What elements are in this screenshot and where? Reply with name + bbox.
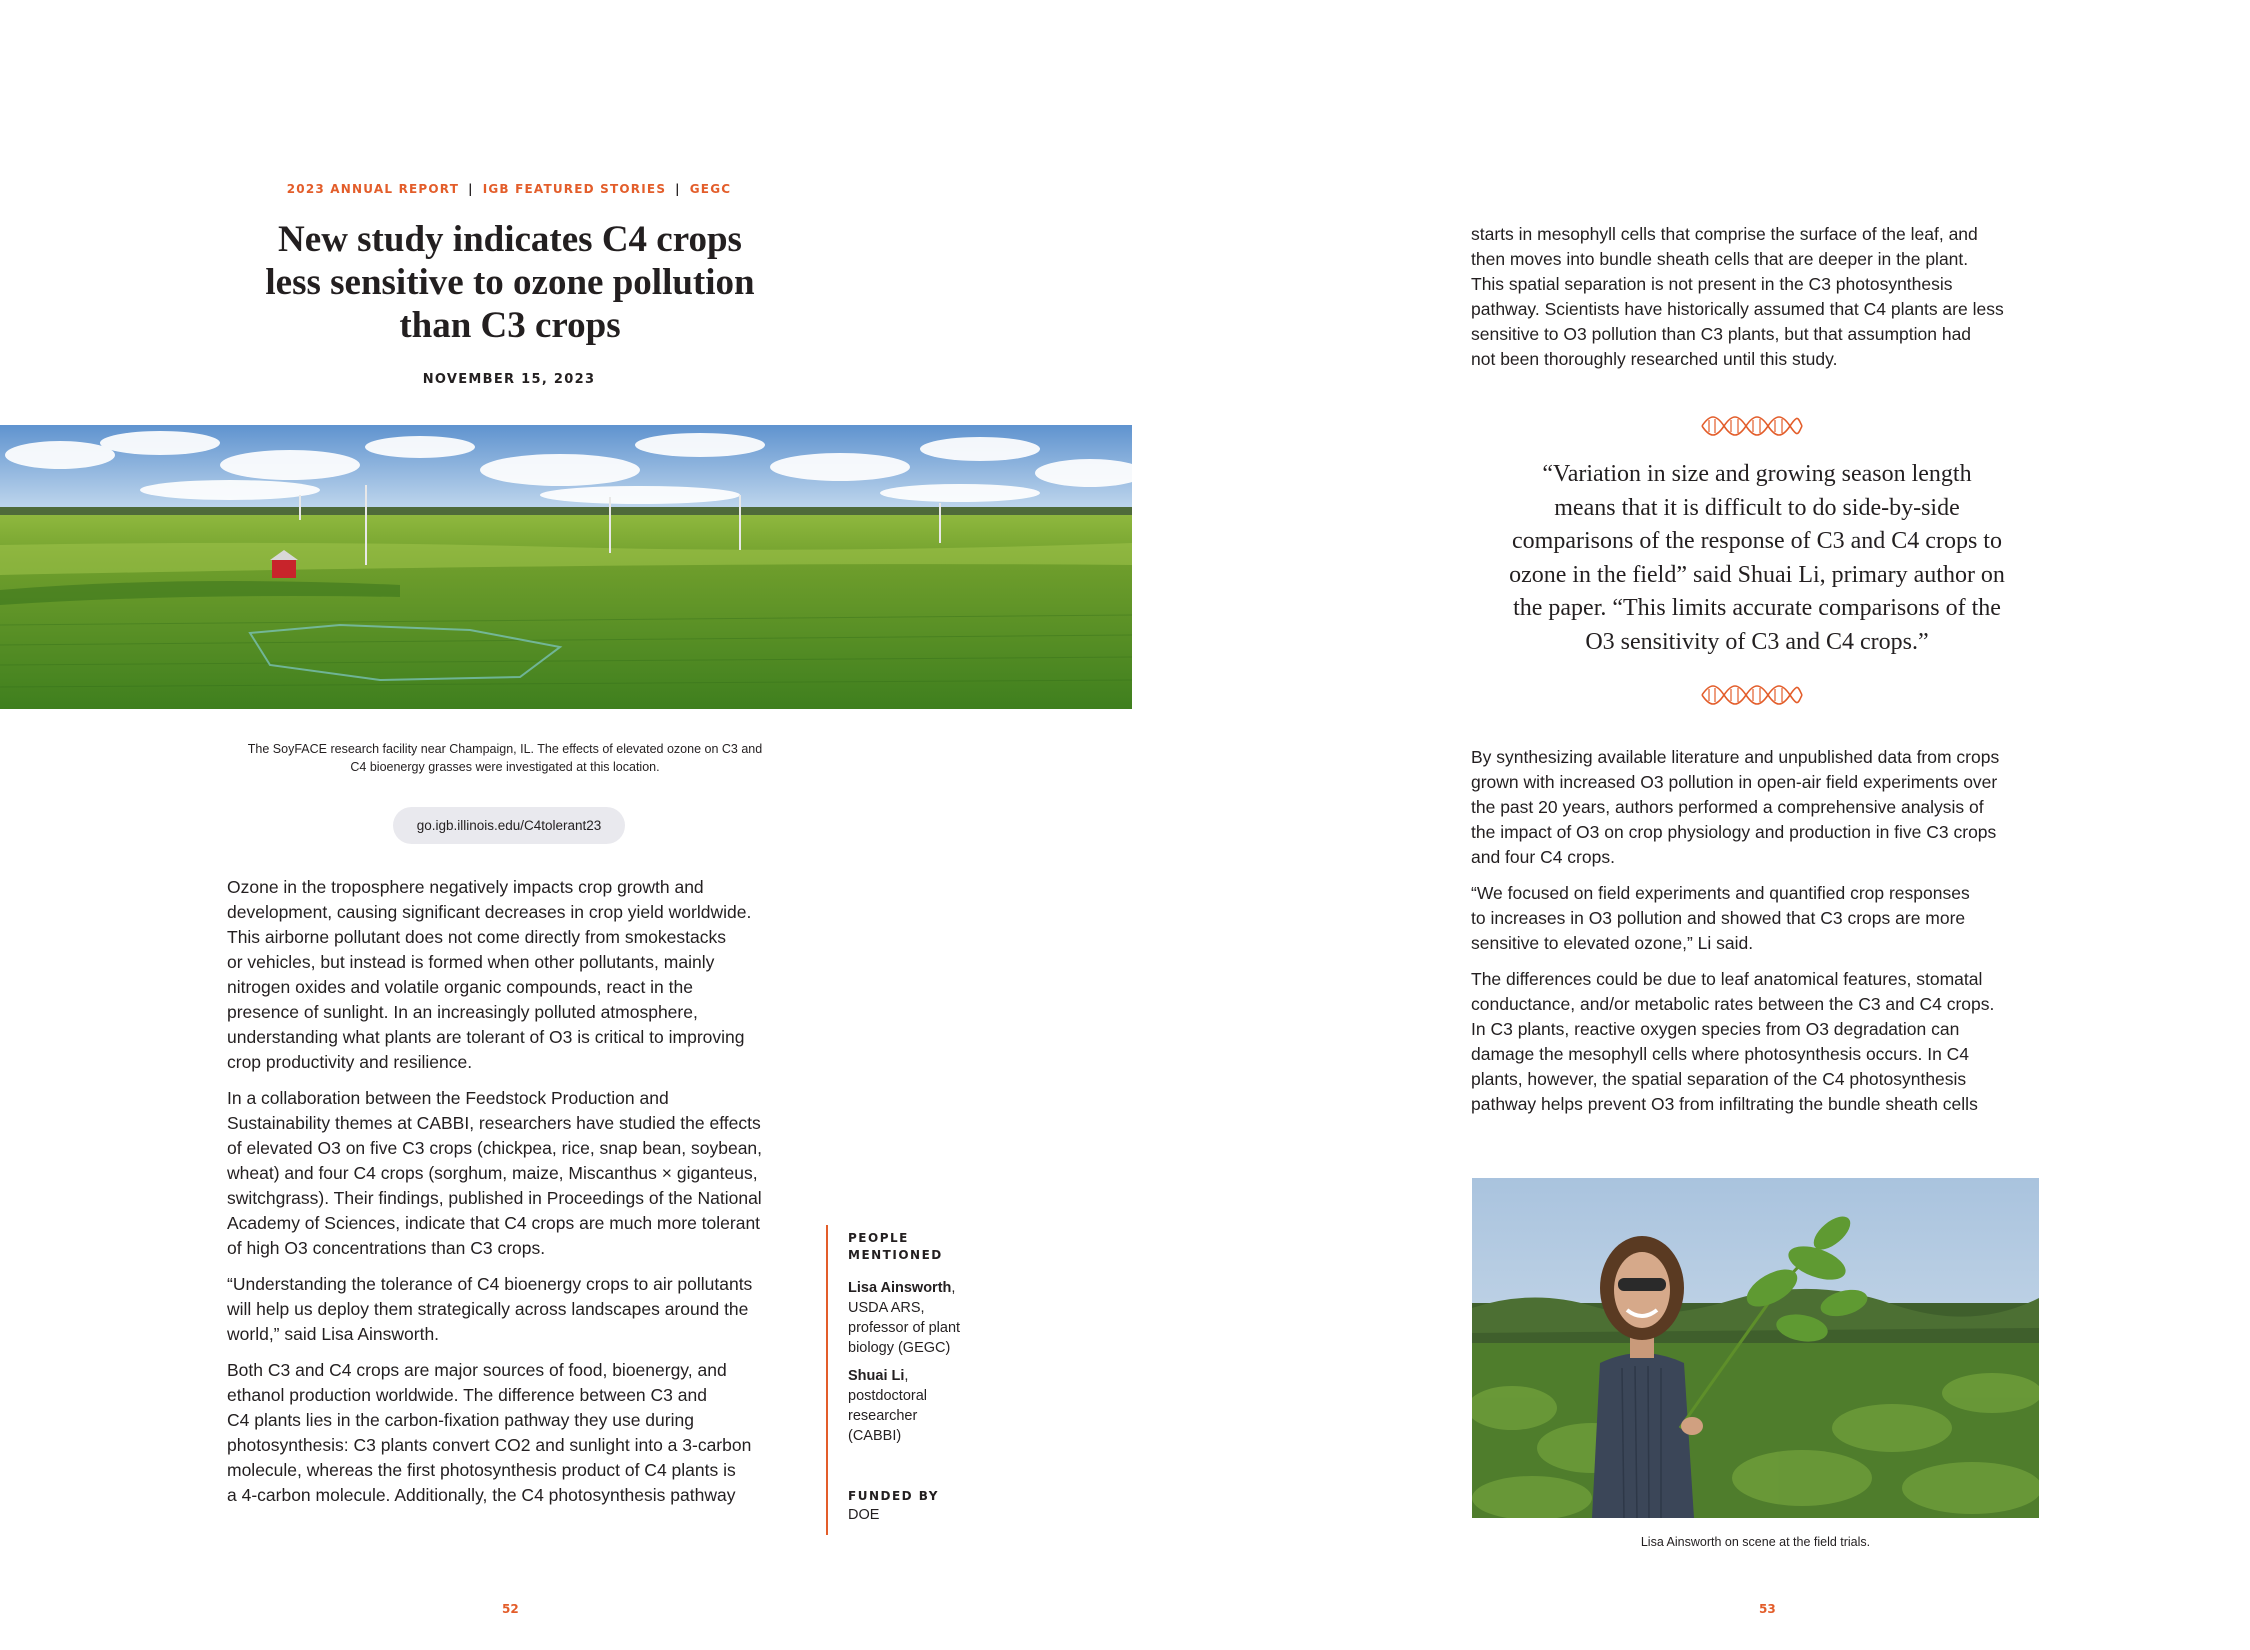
text-line: grown with increased O3 pollution in open-air field experiments over xyxy=(1471,772,1998,792)
text-line: This spatial separation is not present in the C3 photosynthesis xyxy=(1471,274,1953,294)
right-body-text xyxy=(1471,745,2051,1117)
text-line: the past 20 years, authors performed a comprehensive analysis of xyxy=(1471,797,1984,817)
dna-icon xyxy=(1700,415,1804,437)
quote-line: means that it is difficult to do side-by-side xyxy=(1554,494,1960,521)
kicker-theme[interactable]: GEGC xyxy=(689,182,732,196)
text-line: Both C3 and C4 crops are major sources of food, bioenergy, and xyxy=(227,1360,727,1380)
text-line: “We focused on field experiments and quantified crop responses xyxy=(1471,883,1970,903)
quote-line: the paper. “This limits accurate comparisons of the xyxy=(1513,595,2001,621)
person-name[interactable]: Lisa Ainsworth xyxy=(848,1280,952,1296)
photo-lisa-ainsworth xyxy=(1472,1178,2039,1518)
quote-line: “Variation in size and growing season length xyxy=(1542,461,1972,487)
text-line: plants, however, the spatial separation of the C4 photosynthesis xyxy=(1471,1069,1967,1089)
person-name[interactable]: Shuai Li xyxy=(848,1368,905,1384)
text-line: wheat) and four C4 crops (sorghum, maize, Miscanthus × giganteus, xyxy=(227,1163,758,1183)
funded-heading: FUNDED BY xyxy=(848,1489,939,1503)
text-line: This airborne pollutant does not come directly from smokestacks xyxy=(227,927,726,947)
quote-line: comparisons of the response of C3 and C4 crops to xyxy=(1512,528,2002,554)
person-detail: professor of plant xyxy=(848,1320,961,1336)
text-line: sensitive to elevated ozone,” Li said. xyxy=(1471,933,1754,953)
text-line: and four C4 crops. xyxy=(1471,847,1615,867)
text-line: starts in mesophyll cells that comprise the surface of the leaf, and xyxy=(1471,224,1978,244)
people-sidebar xyxy=(826,1225,986,1535)
text-line: then moves into bundle sheath cells that are deeper in the plant. xyxy=(1471,249,1969,269)
right-page xyxy=(1125,0,2250,1650)
text-line: switchgrass). Their findings, published in Proceedings of the National xyxy=(227,1188,762,1208)
paragraph xyxy=(1471,222,2051,372)
text-line: pathway. Scientists have historically assumed that C4 plants are less xyxy=(1471,299,2004,319)
text-line: nitrogen oxides and volatile organic compounds, react in the xyxy=(227,977,693,997)
text-line: sensitive to O3 pollution than C3 plants, but that assumption had xyxy=(1471,324,1972,344)
text-line: C4 plants lies in the carbon-fixation pathway they use during xyxy=(227,1410,694,1430)
text-line: to increases in O3 pollution and showed that C3 crops are more xyxy=(1471,908,1966,928)
person-detail: (CABBI) xyxy=(848,1428,902,1444)
person-entry: Shuai Li, postdoctoral researcher (CABBI) xyxy=(848,1368,927,1444)
text-line: Ozone in the troposphere negatively impacts crop growth and xyxy=(227,877,704,897)
right-top-text xyxy=(1471,222,2051,372)
text-line: ethanol production worldwide. The difference between C3 and xyxy=(227,1385,707,1405)
person-detail: researcher xyxy=(848,1408,918,1424)
paragraph xyxy=(227,875,807,1075)
people-heading xyxy=(848,1230,988,1264)
person-detail: biology (GEGC) xyxy=(848,1340,951,1356)
title-line: than C3 crops xyxy=(399,305,621,346)
person-detail: USDA ARS, xyxy=(848,1300,925,1316)
page-number: 53 xyxy=(1759,1602,1776,1616)
text-line: In a collaboration between the Feedstock Production and xyxy=(227,1088,669,1108)
paragraph xyxy=(1471,881,2051,956)
kicker xyxy=(0,182,1018,196)
kicker-report[interactable]: 2023 ANNUAL REPORT xyxy=(286,182,460,196)
text-line: understanding what plants are tolerant of O3 is critical to improving xyxy=(227,1027,745,1047)
quote-line: O3 sensitivity of C3 and C4 crops.” xyxy=(1585,628,1929,655)
article-title xyxy=(210,218,810,347)
article-date: NOVEMBER 15, 2023 xyxy=(422,372,596,387)
kicker-featured[interactable]: IGB FEATURED STORIES xyxy=(482,182,667,196)
text-line: The differences could be due to leaf anatomical features, stomatal xyxy=(1471,969,1983,989)
text-line: pathway helps prevent O3 from infiltrating the bundle sheath cells xyxy=(1471,1094,1978,1114)
text-line: development, causing significant decreases in crop yield worldwide. xyxy=(227,902,752,922)
text-line: of high O3 concentrations than C3 crops. xyxy=(227,1238,546,1258)
text-line: “Understanding the tolerance of C4 bioenergy crops to air pollutants xyxy=(227,1274,753,1294)
paragraph xyxy=(1471,745,2051,870)
pull-quote xyxy=(1466,458,2048,659)
paragraph xyxy=(1471,967,2051,1117)
text-line: presence of sunlight. In an increasingly polluted atmosphere, xyxy=(227,1002,698,1022)
paragraph xyxy=(227,1086,807,1261)
text-line: conductance, and/or metabolic rates between the C3 and C4 crops. xyxy=(1471,994,1995,1014)
page-number: 52 xyxy=(502,1602,519,1616)
text-line: world,” said Lisa Ainsworth. xyxy=(227,1324,440,1344)
text-line: In C3 plants, reactive oxygen species from O3 degradation can xyxy=(1471,1019,1960,1039)
text-line: crop productivity and resilience. xyxy=(227,1052,473,1072)
caption-line: C4 bioenergy grasses were investigated at this location. xyxy=(350,760,660,774)
text-line: the impact of O3 on crop physiology and production in five C3 crops xyxy=(1471,822,1997,842)
paragraph xyxy=(227,1272,807,1347)
text-line: damage the mesophyll cells where photosynthesis occurs. In C4 xyxy=(1471,1044,1970,1064)
text-line: or vehicles, but instead is formed when other pollutants, mainly xyxy=(227,952,715,972)
title-line: less sensitive to ozone pollution xyxy=(265,262,755,303)
heading-line: PEOPLE xyxy=(848,1231,909,1245)
text-line: By synthesizing available literature and unpublished data from crops xyxy=(1471,747,2000,767)
hero-photo-soyface-field xyxy=(0,425,1132,709)
paragraph xyxy=(227,1358,807,1508)
person-entry: Lisa Ainsworth, USDA ARS, professor of plant biology (GEGC) xyxy=(848,1280,961,1356)
hero-caption xyxy=(220,740,790,776)
text-line: of elevated O3 on five C3 crops (chickpea, rice, snap bean, soybean, xyxy=(227,1138,763,1158)
kicker-separator: | xyxy=(468,182,474,196)
text-line: molecule, whereas the first photosynthesis product of C4 plants is xyxy=(227,1460,736,1480)
text-line: not been thoroughly researched until this study. xyxy=(1471,349,1838,369)
text-line: Academy of Sciences, indicate that C4 crops are much more tolerant xyxy=(227,1213,761,1233)
title-line: New study indicates C4 crops xyxy=(278,219,742,260)
text-line: will help us deploy them strategically across landscapes around the xyxy=(227,1299,749,1319)
heading-line: MENTIONED xyxy=(848,1248,943,1262)
photo-caption: Lisa Ainsworth on scene at the field trials. xyxy=(1640,1535,1871,1549)
text-line: Sustainability themes at CABBI, researchers have studied the effects xyxy=(227,1113,761,1133)
text-line: photosynthesis: C3 plants convert CO2 and sunlight into a 3-carbon xyxy=(227,1435,752,1455)
quote-line: ozone in the field” said Shuai Li, primary author on xyxy=(1509,561,2005,588)
kicker-separator: | xyxy=(675,182,681,196)
story-link-button[interactable]: go.igb.illinois.edu/C4tolerant23 xyxy=(393,807,625,844)
caption-line: The SoyFACE research facility near Champaign, IL. The effects of elevated ozone on C3 and xyxy=(247,742,763,756)
dna-icon xyxy=(1700,684,1804,706)
funder: DOE xyxy=(848,1507,880,1523)
left-body-text xyxy=(227,875,807,1508)
person-detail: postdoctoral xyxy=(848,1388,927,1404)
text-line: a 4-carbon molecule. Additionally, the C4 photosynthesis pathway xyxy=(227,1485,736,1505)
